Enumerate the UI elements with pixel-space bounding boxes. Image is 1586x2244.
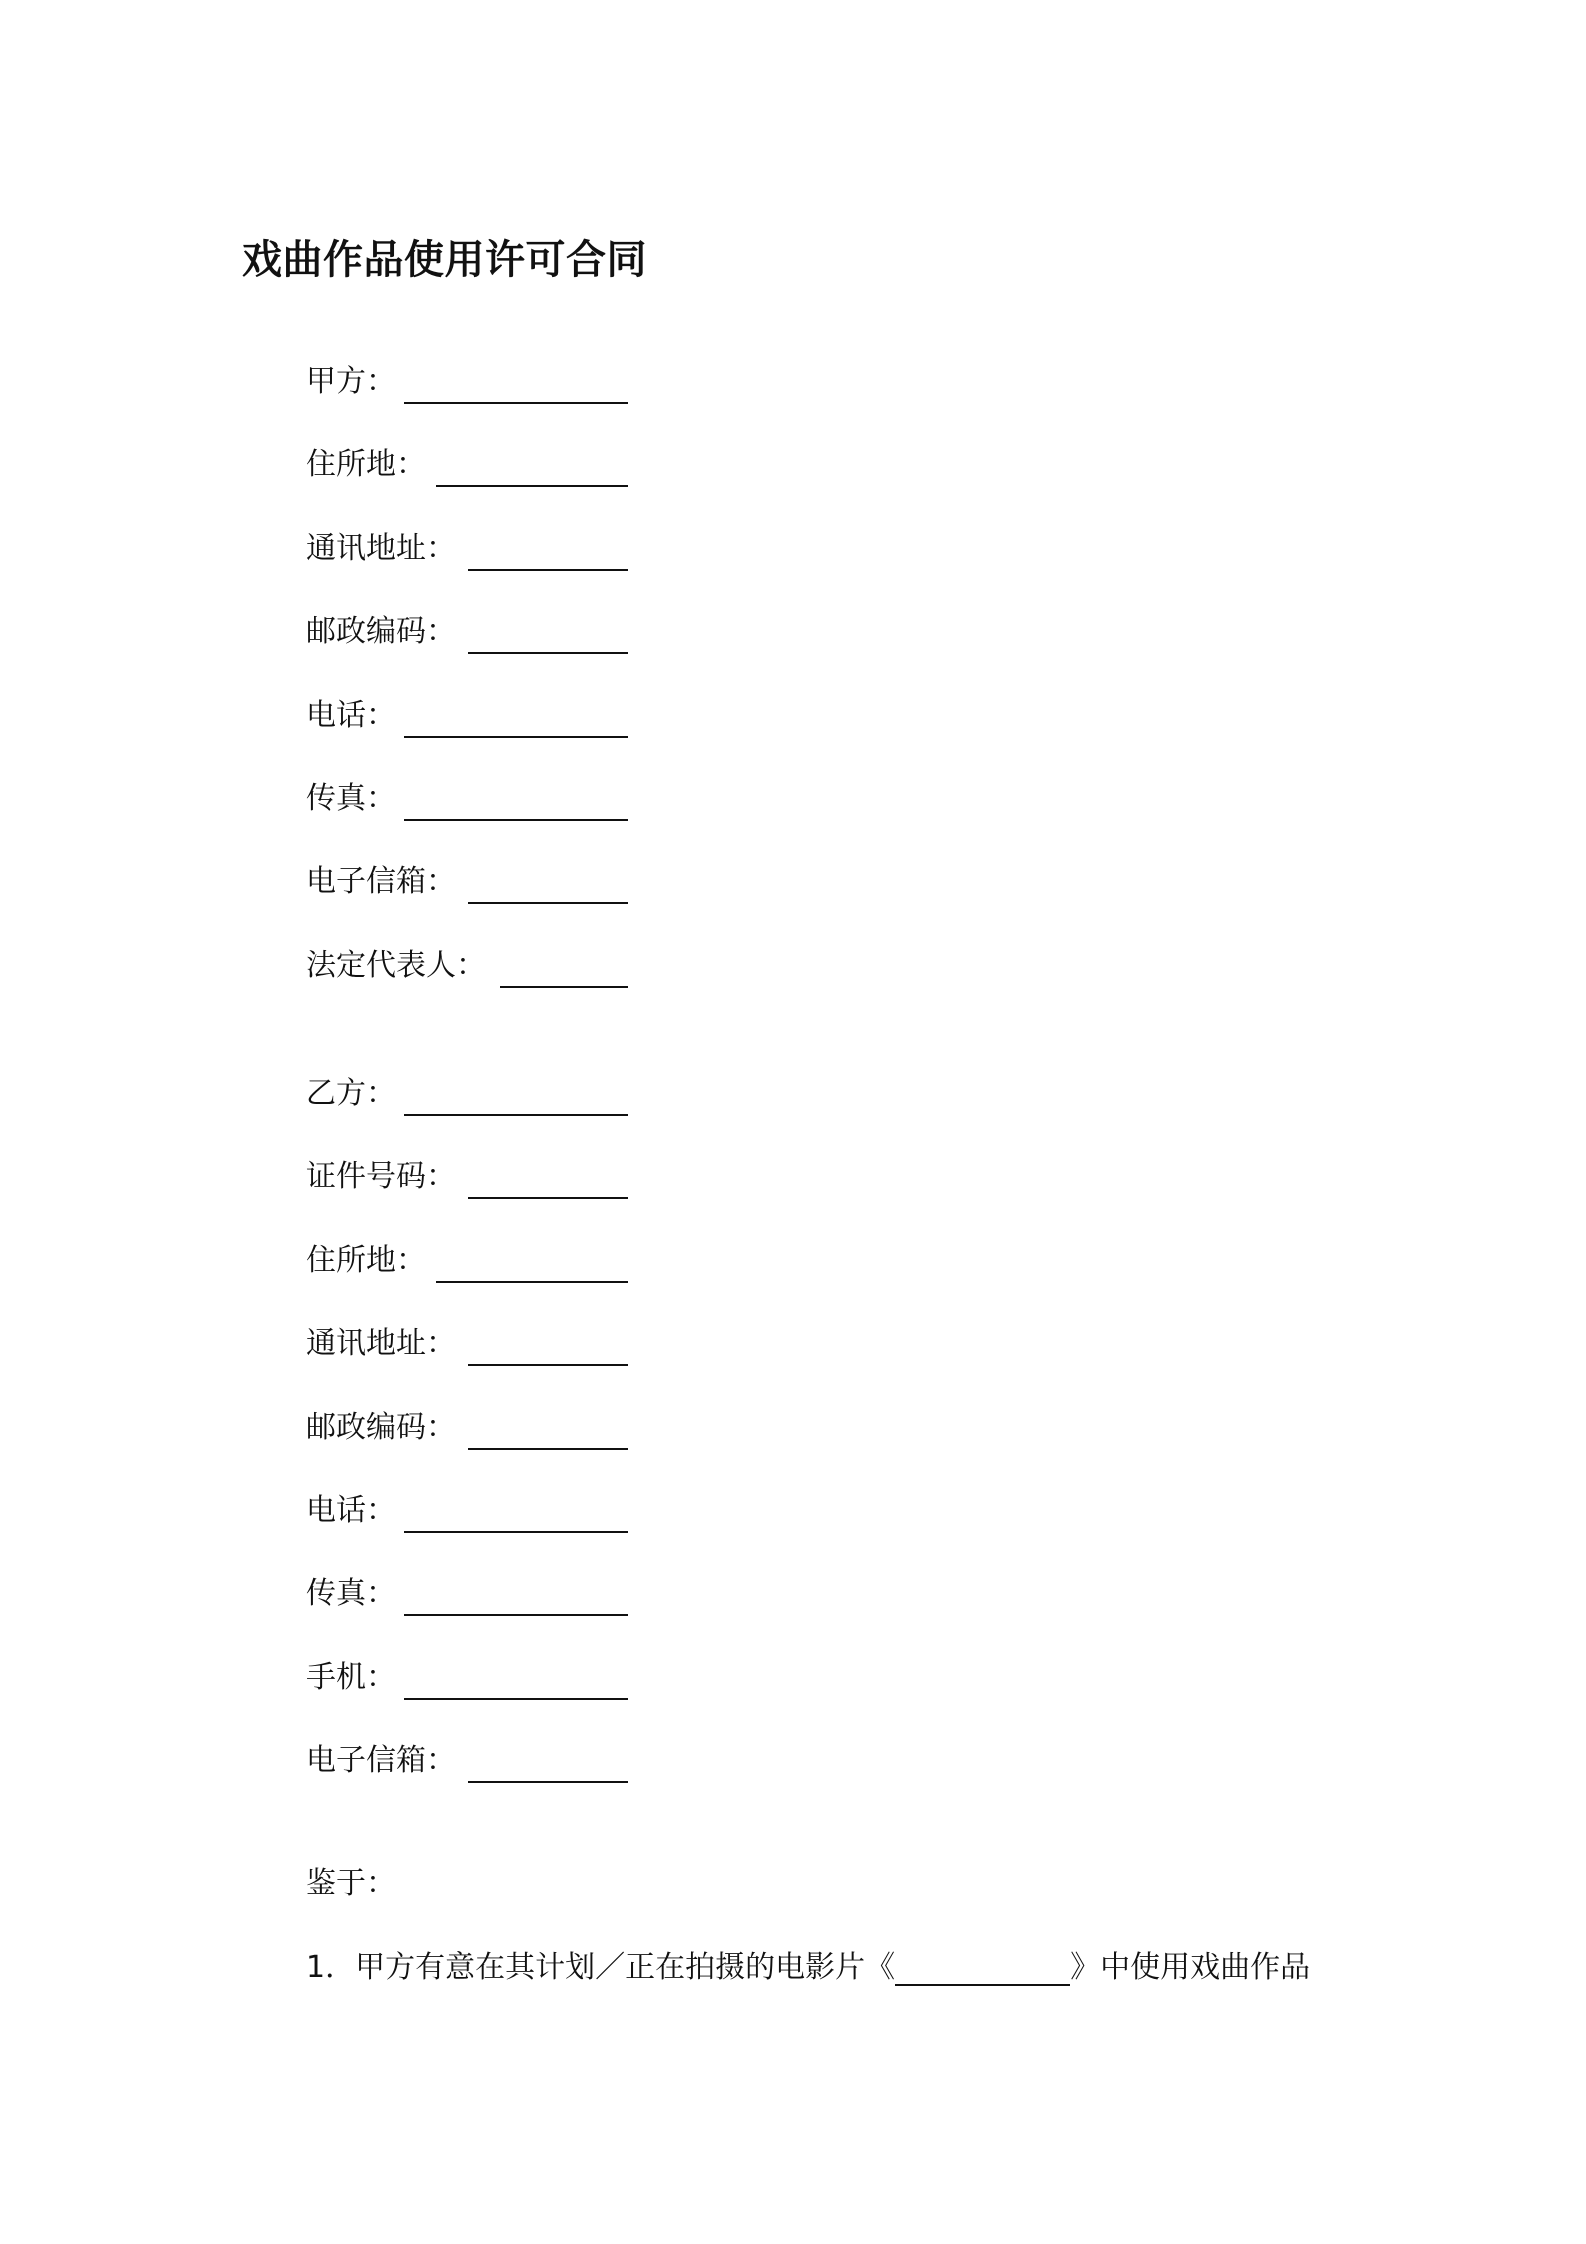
party-a-fax-label: 传真：	[306, 780, 396, 816]
party-a-mailing-address-blank[interactable]	[468, 533, 628, 571]
party-a-fax-blank[interactable]	[404, 783, 628, 821]
party-b-mobile-label: 手机：	[306, 1659, 396, 1695]
party-b-email-blank[interactable]	[468, 1745, 628, 1783]
party-a-postcode-blank[interactable]	[468, 616, 628, 654]
party-b-postcode-label: 邮政编码：	[306, 1409, 456, 1445]
party-a-domicile-label: 住所地：	[306, 447, 426, 483]
party-b-name-blank[interactable]	[404, 1078, 628, 1116]
party-b-id-number-row	[306, 1157, 1306, 1240]
party-a-name-label: 甲方：	[306, 364, 396, 399]
party-b-domicile-row	[306, 1241, 1306, 1324]
clause-1-text-after: 》中使用戏曲作品	[1070, 1950, 1311, 1985]
party-b-name-label: 乙方：	[306, 1076, 396, 1111]
party-b-id-number-label: 证件号码：	[306, 1159, 456, 1195]
party-b-mailing-address-blank[interactable]	[468, 1328, 628, 1366]
party-b-postcode-row	[306, 1408, 1306, 1491]
party-b-id-number-blank[interactable]	[468, 1161, 628, 1199]
party-b-email-label: 电子信箱：	[306, 1743, 456, 1779]
party-a-name-row	[306, 362, 1306, 445]
party-a-legal-rep-label: 法定代表人：	[306, 947, 486, 983]
party-a-mailing-address-label: 通讯地址：	[306, 530, 456, 566]
party-b-name-row	[306, 1074, 1306, 1157]
party-b-mailing-address-label: 通讯地址：	[306, 1326, 456, 1362]
party-a-postcode-label: 邮政编码：	[306, 614, 456, 650]
party-a-postcode-row	[306, 612, 1306, 695]
party-b-phone-row	[306, 1491, 1306, 1574]
party-a-domicile-row	[306, 445, 1306, 528]
party-b-phone-blank[interactable]	[404, 1495, 628, 1533]
recitals-intro: 鉴于：	[306, 1866, 396, 1901]
party-b-email-row	[306, 1741, 1306, 1824]
party-b-fields	[306, 1074, 1306, 1825]
contract-title: 戏曲作品使用许可合同	[242, 237, 647, 283]
party-a-legal-rep-row	[306, 946, 1306, 1029]
party-a-phone-label: 电话：	[306, 697, 396, 733]
party-a-domicile-blank[interactable]	[436, 449, 628, 487]
party-b-domicile-blank[interactable]	[436, 1245, 628, 1283]
party-a-fax-row	[306, 779, 1306, 862]
party-b-phone-label: 电话：	[306, 1492, 396, 1528]
party-a-phone-blank[interactable]	[404, 700, 628, 738]
party-a-legal-rep-blank[interactable]	[500, 950, 628, 988]
party-b-fax-blank[interactable]	[404, 1578, 628, 1616]
film-title-blank[interactable]	[895, 1948, 1070, 1986]
clause-1-text-before: 1．甲方有意在其计划／正在拍摄的电影片《	[306, 1950, 896, 1985]
party-b-fax-row	[306, 1574, 1306, 1657]
party-b-mailing-address-row	[306, 1324, 1306, 1407]
clause-1	[306, 1948, 1310, 1988]
party-b-domicile-label: 住所地：	[306, 1242, 426, 1278]
party-b-fax-label: 传真：	[306, 1576, 396, 1612]
party-b-mobile-row	[306, 1658, 1306, 1741]
party-a-email-label: 电子信箱：	[306, 864, 456, 900]
party-a-email-row	[306, 862, 1306, 945]
party-b-postcode-blank[interactable]	[468, 1412, 628, 1450]
party-a-mailing-address-row	[306, 529, 1306, 612]
party-a-phone-row	[306, 696, 1306, 779]
party-a-email-blank[interactable]	[468, 866, 628, 904]
party-b-mobile-blank[interactable]	[404, 1662, 628, 1700]
party-a-fields	[306, 362, 1306, 1029]
party-a-name-blank[interactable]	[404, 366, 628, 404]
